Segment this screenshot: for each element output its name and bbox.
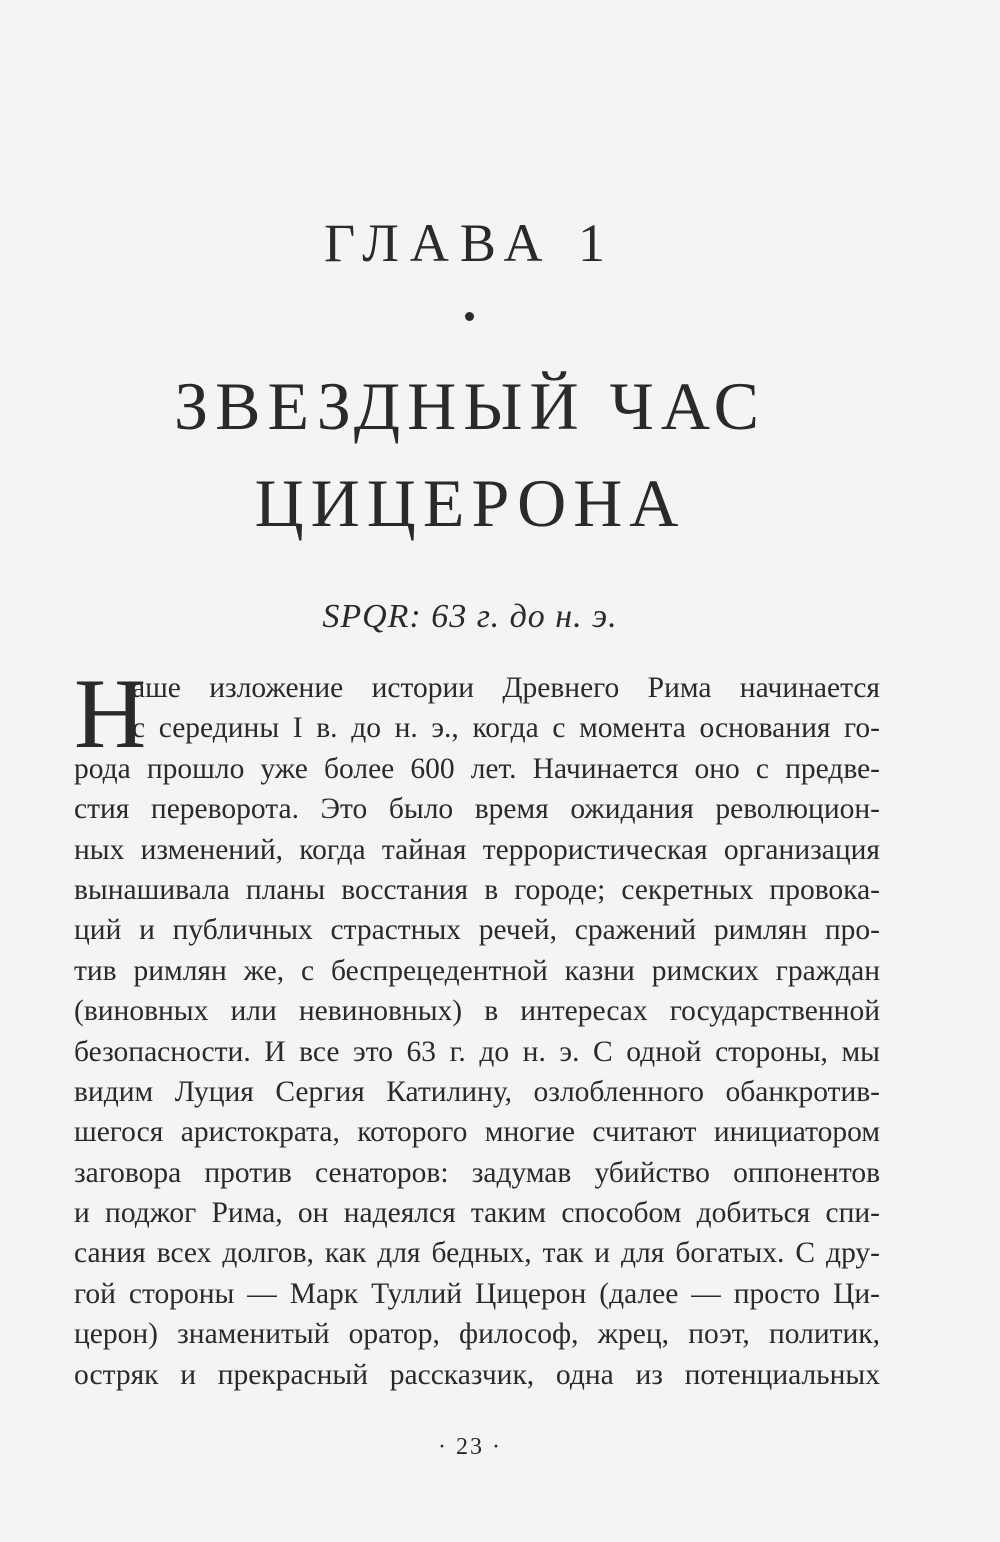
text-line: видим Луция Сергия Катилину, озлобленного обанкротив- — [74, 1075, 880, 1108]
text-line: тив римлян же, с беспрецедентной казни римских граждан — [74, 954, 880, 987]
chapter-title-line-1: ЗВЕЗДНЫЙ ЧАС — [174, 368, 766, 444]
text-line: и поджог Рима, он надеялся таким способом добиться спи- — [74, 1197, 880, 1230]
text-line: заговора против сенаторов: задумав убийство оппонентов — [74, 1156, 880, 1189]
drop-cap: Н — [74, 658, 147, 769]
text-line: церон) знаменитый оратор, философ, жрец, поэт, политик, — [74, 1318, 880, 1351]
page-number: · 23 · — [438, 1434, 502, 1460]
text-line: сания всех долгов, как для бедных, так и для богатых. С дру- — [74, 1237, 880, 1270]
text-line: аше изложение истории Древнего Рима начинается — [132, 672, 880, 704]
text-line: с середины I в. до н. э., когда с момента основания го- — [132, 712, 880, 745]
chapter-subtitle: SPQR: 63 г. до н. э. — [322, 598, 618, 635]
text-line: ных изменений, когда тайная террористическая организация — [74, 833, 880, 866]
text-line: вынашивала планы восстания в городе; секретных провока- — [74, 873, 880, 906]
text-line: гой стороны — Марк Туллий Цицерон (далее — просто Ци- — [74, 1277, 880, 1310]
text-line: рода прошло уже более 600 лет. Начинается оно с предве- — [74, 752, 880, 785]
chapter-label: ГЛАВА 1 — [324, 213, 616, 273]
text-line: шегося аристократа, которого многие считают инициатором — [74, 1116, 880, 1149]
chapter-divider-dot — [465, 312, 474, 321]
chapter-title — [0, 358, 940, 552]
text-line: ций и публичных страстных речей, сражений римлян про- — [74, 914, 880, 947]
body-paragraph — [74, 658, 880, 1395]
text-line: остряк и прекрасный рассказчик, одна из потенциальных — [74, 1358, 880, 1391]
text-line: (виновных или невиновных) в интересах государственной — [74, 995, 880, 1028]
chapter-title-line-2: ЦИЦЕРОНА — [254, 465, 686, 541]
text-line: безопасности. И все это 63 г. до н. э. С одной стороны, мы — [74, 1035, 880, 1068]
text-line: стия переворота. Это было время ожидания революцион- — [74, 793, 880, 826]
